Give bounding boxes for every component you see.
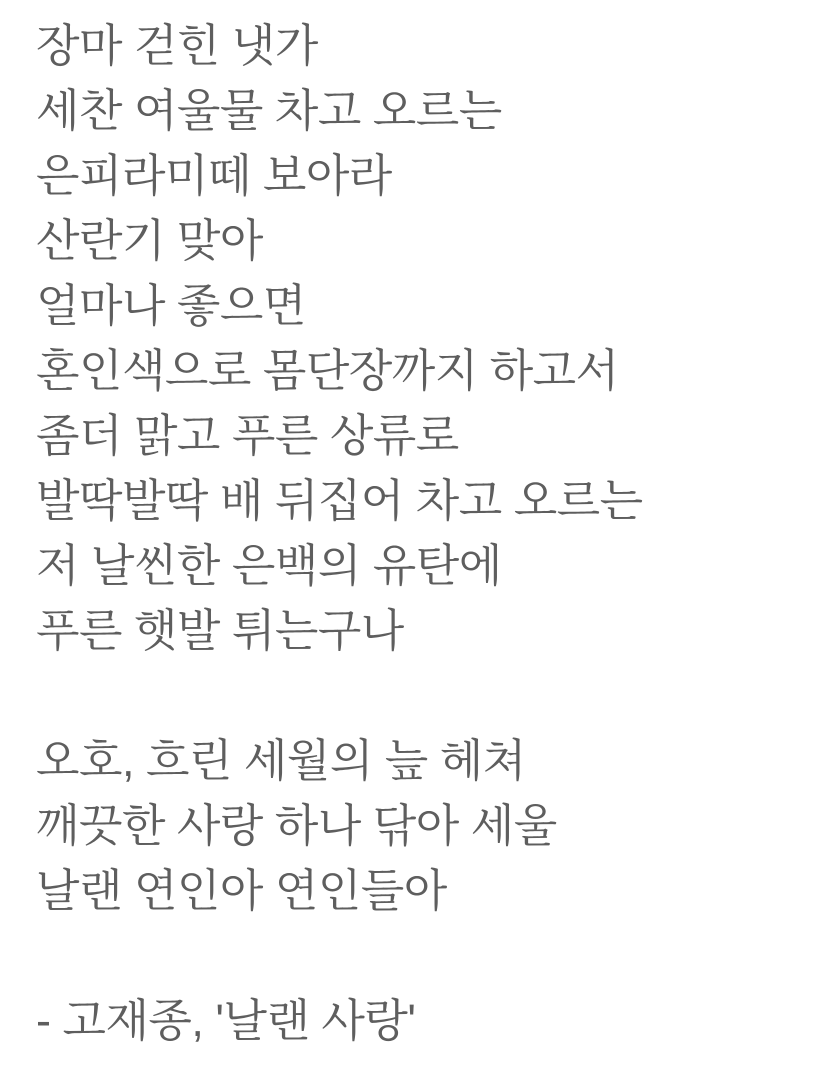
poem-line: 푸른 햇발 튀는구나: [36, 605, 404, 656]
poem-attribution: - 고재종, '날랜 사랑': [36, 995, 416, 1046]
poem-line: 깨끗한 사랑 하나 닦아 세울: [36, 800, 557, 851]
poem-line: 좀더 맑고 푸른 상류로: [36, 410, 459, 461]
poem-line: 장마 걷힌 냇가: [36, 20, 318, 71]
poem-line: 은피라미떼 보아라: [36, 150, 392, 201]
poem-line: 산란기 맞아: [36, 215, 263, 266]
poem-line: 날랜 연인아 연인들아: [36, 865, 447, 916]
poem-line: 오호, 흐린 세월의 늪 헤쳐: [36, 735, 526, 786]
poem-line: 얼마나 좋으면: [36, 280, 306, 331]
poem-line: 혼인색으로 몸단장까지 하고서: [36, 345, 619, 396]
stanza-break: [36, 663, 820, 728]
poem-line: 저 날씬한 은백의 유탄에: [36, 540, 502, 591]
poem-line: 발딱발딱 배 뒤집어 차고 오르는: [36, 475, 643, 526]
poem-line: 세찬 여울물 차고 오르는: [36, 85, 502, 136]
stanza-break: [36, 923, 820, 988]
